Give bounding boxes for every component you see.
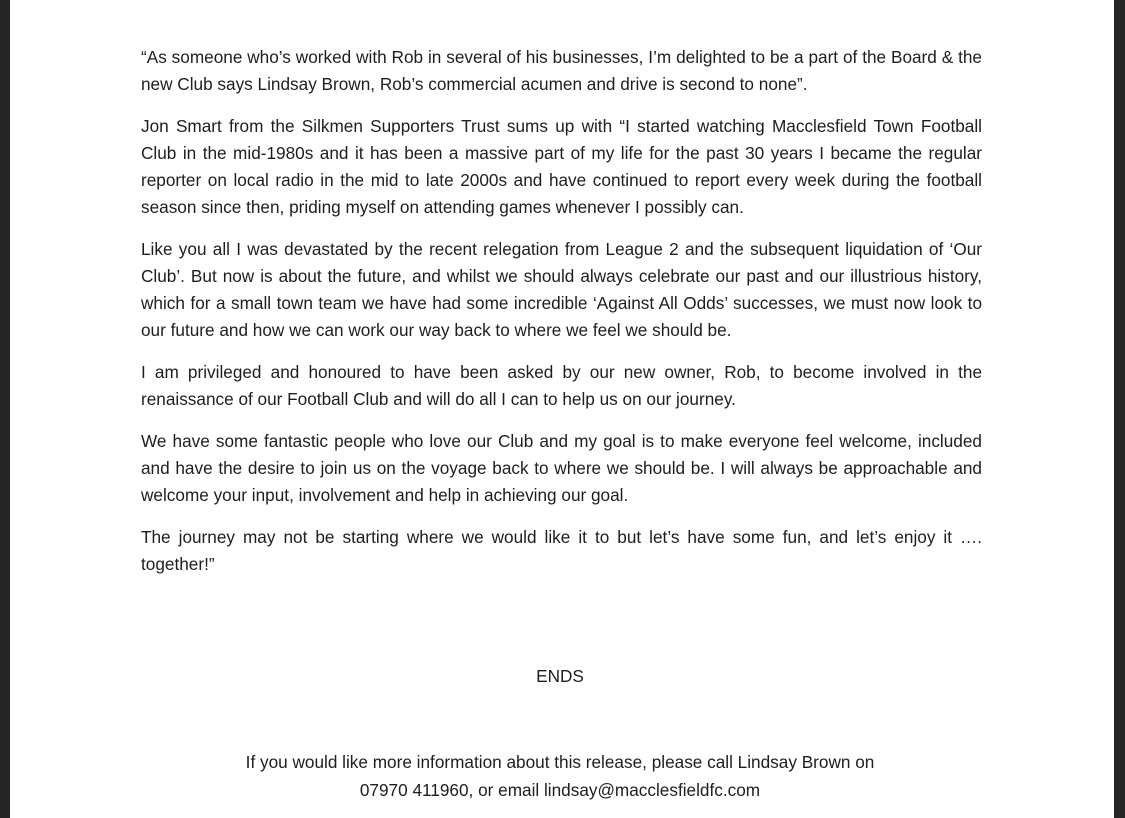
paragraph-privileged: I am privileged and honoured to have been asked by our new owner, Rob, to become involved in the renaissance of our Football Club and will do all I can to help us on our journey.: [141, 362, 982, 409]
contact-line-2: 07970 411960, or email lindsay@macclesfieldfc.com: [359, 780, 761, 800]
document-body: [141, 44, 982, 593]
paragraph-jon-smart: Jon Smart from the Silkmen Supporters Trust sums up with “I started watching Macclesfield Town Football Club in the mid-1980s and it has been a massive part of my life for the past 30 years I became the regular reporter on local radio in the mid to late 2000s and have continued to report every week during the football season since then, priding myself on attending games whenever I possibly can.: [141, 116, 982, 217]
contact-line-1: If you would like more information about this release, please call Lindsay Brown on: [245, 752, 875, 772]
ends-marker: ENDS: [536, 666, 584, 686]
paragraph-journey: The journey may not be starting where we would like it to but let’s have some fun, and let’s enjoy it …. together!”: [141, 527, 982, 574]
document-page: [10, 0, 1114, 818]
paragraph-quote-lindsay: “As someone who’s worked with Rob in several of his businesses, I’m delighted to be a part of the Board & the new Club says Lindsay Brown, Rob’s commercial acumen and drive is second to none”.: [141, 47, 982, 94]
contact-info: [10, 748, 1110, 804]
paragraph-fantastic-people: We have some fantastic people who love our Club and my goal is to make everyone feel welcome, included and have the desire to join us on the voyage back to where we should be. I will always be approachable and welcome your input, involvement and help in achieving our goal.: [141, 431, 982, 505]
paragraph-relegation: Like you all I was devastated by the recent relegation from League 2 and the subsequent liquidation of ‘Our Club’. But now is about the future, and whilst we should always celebrate our past and our illustrious history, which for a small town team we have had some incredible ‘Against All Odds’ successes, we must now look to our future and how we can work our way back to where we feel we should be.: [141, 239, 982, 340]
